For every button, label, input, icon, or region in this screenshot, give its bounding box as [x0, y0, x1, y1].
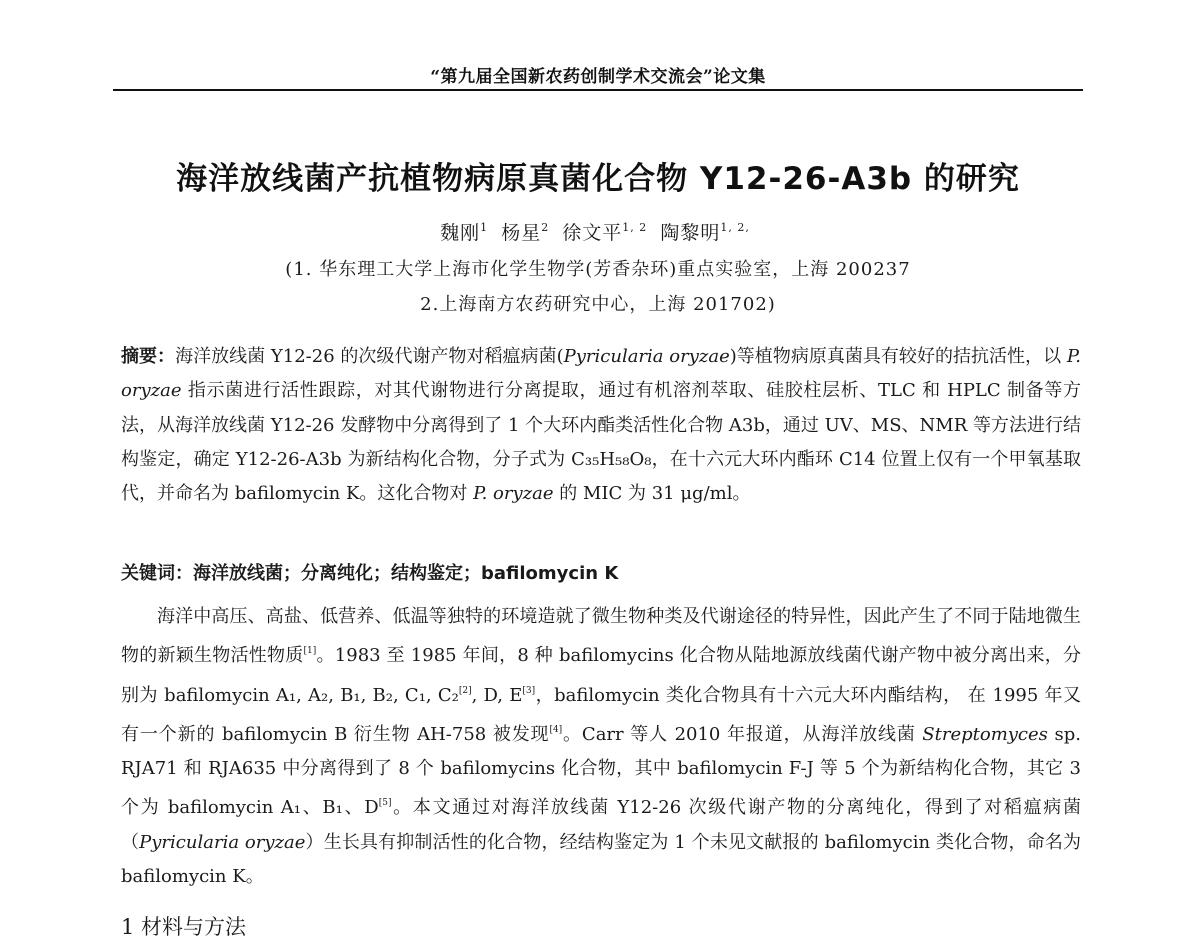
affiliation-1: (1. 华东理工大学上海市化学生物学(芳香杂环)重点实验室，上海 200237 — [285, 259, 911, 280]
author-name: 杨星 — [501, 222, 542, 244]
citation: [5] — [378, 798, 392, 809]
body-text: ，bafilomycin 类化合物具有十六元大环内酯结构， 在 1995 年又有一个新的 bafilomycin B 衍生物 AH-758 被发现 — [121, 684, 1081, 745]
abstract-label: 摘要： — [121, 346, 176, 367]
organism-name: Pyricularia oryzae — [563, 346, 730, 367]
genus-name: Streptomyces — [922, 723, 1048, 745]
body-text: 。1983 至 1985 年间，8 种 bafilomycins 化合物从陆地源放线菌代谢产物中被分离出来，分别为 bafilomycin A₁, A₂, B₁, B₂, C₁, C₂ — [121, 645, 1082, 706]
author-name: 陶黎明 — [660, 222, 721, 244]
citation: [1] — [303, 646, 317, 657]
author-affil-mark: 2 — [541, 221, 550, 234]
keywords-text: 海洋放线菌；分离纯化；结构鉴定；bafilomycin K — [193, 563, 619, 584]
abstract-text: )等植物病原真菌具有较好的拮抗活性，以 — [729, 346, 1067, 367]
body-text: sp. RJA71 和 RJA635 中分离得到了 8 个 bafilomycins 化合物，其中 bafilomycin F-J 等 5 个为新结构化合物，其它 3 个为 bafilomycin A₁、B₁、D — [121, 723, 1081, 819]
organism-name: P. oryzae — [121, 346, 1082, 402]
organism-name: Pyricularia oryzae — [139, 831, 306, 853]
abstract-text: 指示菌进行活性跟踪，对其代谢物进行分离提取，通过有机溶剂萃取、硅胶柱层析、TLC 和 HPLC 制备等方法，从海洋放线菌 Y12-26 发酵物中分离得到了 1 个大环内酯类活性化合物 A3b，通过 UV、MS、NMR 等方法进行结构鉴定，确定 Y12-26-A3b 为新结构化合物，分子式为 C₃₅H₅₈O₈，在十六元大环内酯环 C14 位置上仅有一个甲氧基取代，并命名为 bafilomycin K。这化合物对 — [121, 380, 1081, 505]
body-text: 海洋中高压、高盐、低营养、低温等独特的环境造就了微生物种类及代谢途径的特异性，因此产生了不同于陆地微生物的新颖生物活性物质 — [121, 606, 1081, 667]
body-text: 。本文通过对海洋放线菌 Y12-26 次级代谢产物的分离纯化，得到了对稻瘟病菌（ — [121, 797, 1081, 853]
body-text: ）生长具有抑制活性的化合物，经结构鉴定为 1 个未见文献报的 bafilomycin 类化合物，命名为 bafilomycin K。 — [121, 831, 1081, 888]
author-name: 魏刚 — [440, 222, 481, 244]
header-rule — [113, 89, 1083, 91]
abstract-text: 海洋放线菌 Y12-26 的次级代谢产物对稻瘟病菌( — [175, 346, 564, 367]
affiliation-2: 2.上海南方农药研究中心，上海 201702) — [420, 294, 776, 315]
intro-paragraph — [121, 600, 1081, 894]
citation: [3] — [522, 685, 536, 696]
citation: [2] — [458, 685, 472, 696]
author-name: 徐文平 — [562, 222, 623, 244]
abstract-text: 的 MIC 为 31 μg/ml。 — [553, 483, 751, 505]
paper-title: 海洋放线菌产抗植物病原真菌化合物 Y12-26-A3b 的研究 — [176, 161, 1020, 197]
author-list — [113, 218, 1083, 245]
running-header: “第九届全国新农药创制学术交流会”论文集 — [430, 67, 766, 87]
abstract — [121, 340, 1081, 511]
section-heading: 1 材料与方法 — [121, 915, 247, 939]
author-affil-mark: 1 — [480, 221, 489, 234]
organism-name: P. oryzae — [473, 483, 554, 505]
keywords — [121, 559, 1081, 585]
citation: [4] — [549, 724, 563, 735]
keywords-label: 关键词： — [121, 563, 193, 584]
body-text: , D, E — [471, 684, 523, 706]
author-affil-mark: 1, 2, — [720, 221, 750, 234]
author-affil-mark: 1, 2 — [622, 221, 648, 234]
body-text: 。Carr 等人 2010 年报道，从海洋放线菌 — [562, 723, 923, 745]
